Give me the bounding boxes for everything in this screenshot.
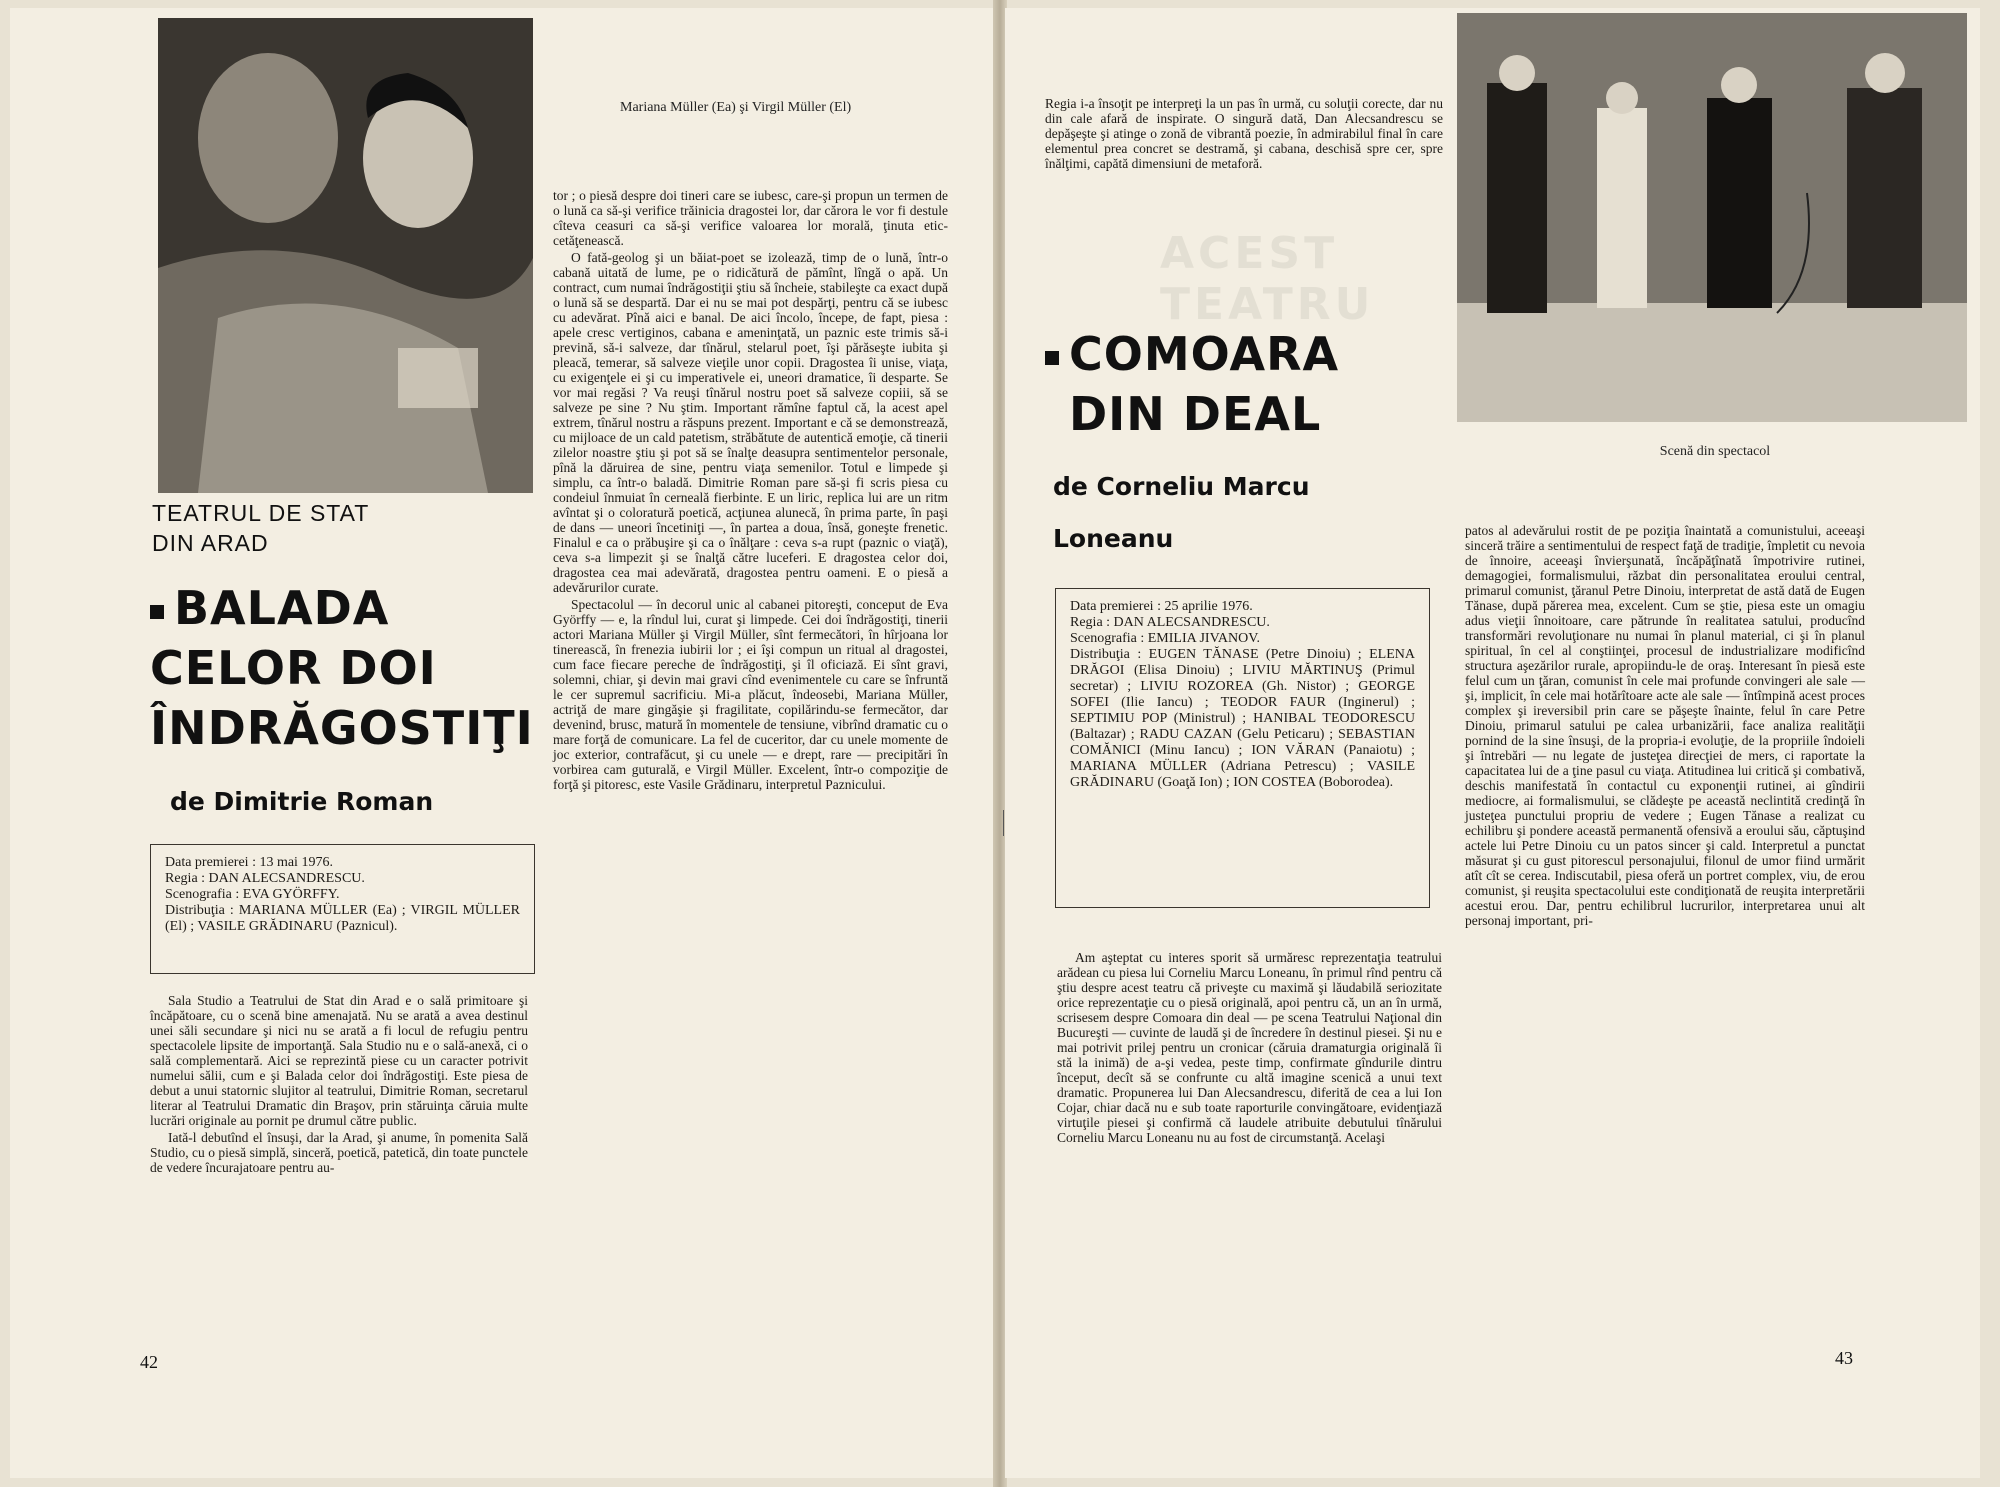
paragraph: Sala Studio a Teatrului de Stat din Arad e o sală primitoare şi încăpătoare, cu o scenă bine amenajată. Nu se arată a avea destinul unei săli secundare şi nici nu se arată a fi locul de refugiu pentru spectacolele lipsite de importanţă. Sala Studio nu e o sală-anexă, ci o sală complementară. Aici se reprezintă piese cu un caracter potrivit numelui sălii, cum e şi Balada celor doi îndrăgostiţi. Este piesa de debut a unui statornic slujitor al teatrului, Dimitrie Roman, secretarul literar al Teatrului Dramatic din Braşov, prin stăruinţa căruia multe lucrări originale au pornit pe drumul către public. (150, 993, 528, 1128)
left-page (10, 8, 996, 1478)
photo-caption-right: Scenă din spectacol (1659, 444, 1771, 459)
credit-premiere: Data premierei : 13 mai 1976. (165, 855, 333, 870)
paragraph: Iată-l debutînd el însuşi, dar la Arad, şi anume, în pomenita Sală Studio, cu o piesă simplă, sinceră, poetică, patetică, din toate punctele de vedere încurajatoare pentru au- (150, 1130, 528, 1175)
paragraph: Am aşteptat cu interes sporit să urmăresc reprezentaţia teatrului arădean cu piesa lui Corneliu Marcu Loneanu, în primul rînd pentru că ştiu despre acest teatru că priveşte cu maximă şi lăudabilă seriozitate orice reprezentaţie cu o piesă originală, apoi pentru că, un an în urmă, scrisesem despre Comoara din deal — pe scena Teatrului Naţional din Bucureşti — cuvinte de laudă şi de încredere în destinul piesei. Şi nu e mai potrivit prilej pentru un cronicar (căruia dramaturgia originală îi stă la inimă) de a-şi vedea, peste timp, confirmate gîndurile dintru început, decît să se confrunte cu altă imagine scenică a unui text dramatic. Propunerea lui Dan Alecsandrescu, diferită de cea a lui Ion Cojar, chiar dacă nu e sub toate raporturile convingătoare, evidenţiază virtuţile piesei şi confirmă că laudele atribuite debutului tînărului Corneliu Marcu Loneanu nu au fost de circumstanţă. Acelaşi (1057, 950, 1442, 1145)
credit-director: Regia : DAN ALECSANDRESCU. (165, 871, 365, 886)
title-line-2: DIN DEAL (1069, 387, 1322, 441)
page-number-left: 42 (140, 1352, 158, 1372)
author-line-1: de Corneliu Marcu (1053, 472, 1310, 501)
title-bullet-icon (1045, 351, 1059, 365)
production-photo-left (158, 18, 533, 493)
photo-caption-left: Mariana Müller (Ea) şi Virgil Müller (El) (620, 100, 852, 115)
page-number-right: 43 (1835, 1348, 1853, 1368)
author-line-2: Loneanu (1053, 524, 1174, 553)
article-title-right (1045, 324, 1425, 444)
credits-box-left (150, 844, 535, 974)
title-line-3: ÎNDRĂGOSTIŢI (150, 701, 534, 755)
stage-scene-image (1457, 13, 1967, 422)
theatre-name: TEATRUL DE STAT DIN ARAD (152, 500, 369, 556)
credit-cast: Distribuţia : EUGEN TĂNASE (Petre Dinoiu) ; ELENA DRĂGOI (Elisa Dinoiu) ; LIVIU MĂRTINUŞ (Primul secretar) ; LIVIU ROZOREA (Gh. Nistor) ; GEORGE SOFEI (Ilie Iancu) ; TEODOR FAUR (Inginerul) ; SEPTIMIU POP (Ministrul) ; HANIBAL TEODORESCU (Baltazar) ; RADU CAZAN (Gelu Peticaru) ; SEBASTIAN COMĂNICI (Minu Iancu) ; ION VĂRAN (Panaiotu) ; MARIANA MÜLLER (Adriana Petrescu) ; VASILE GRĂDINARU (Goaţă Ion) ; ION COSTEA (Boborodea). (1070, 647, 1415, 790)
paragraph: patos al adevărului rostit de pe poziţia înaintată a comunistului, aceeaşi sinceră trăire a sentimentului de respect faţă de tradiţie, împletit cu nevoia de înnoire, aceeaşi învierşunată, încăpăţînată împotrivire rutinei, demagogiei, formalismului, răzbat din personalitatea eroului central, primarul comunist, ţăranul Petre Dinoiu, interpretat de astă dată de Eugen Tănase, după părerea mea, excelent. Cum se ştie, piesa este un omagiu adus vieţii înnoitoare, care pătrunde în realitatea satului, producînd transformări revoluţionare nu numai în planul material, ci şi în planul spiritual, în cel al conştiinţei, procesul de industrializare modificînd structura aşezărilor rurale, apropiindu-le de oraş. Interesant în piesă este felul cum un ţăran, comunist în cele mai profunde convingeri ale sale — şi, implicit, în cele mai hotărîtoare acte ale sale — întîmpină acest proces complex şi ireversibil prin care se păşeşte înainte, felul în care Petre Dinoiu, primarul satului pe calea urbanizării, face analiza realităţii pornind de la sine însuşi, de la propria-i evoluţie, de la propriile îndoieli şi întrebări — nu legate de justeţea direcţiei de mers, ci raportate la capacitatea lui de a ţine pasul cu viaţa. Atitudinea lui critică şi combativă, deschis manifestată în contactul cu exponenţii rutinei, ai gîndirii mediocre, ai formalismului, se clădeşte pe această neclintită credinţă în justeţea punctului propriu de vedere ; Eugen Tănase a realizat cu echilibru şi pondere această permanentă ofensivă a eroului său, căptuşind actele lui Petre Dinoiu cu un patos sincer şi cald. Interpretul a punctat măsurat şi cu gust pitorescul personajului, filonul de umor fiind urmărit atît cît se cerea. Indiscutabil, piesa oferă un portret complex, viu, de erou comunist, şi reuşita spectacolului este condiţionată de reuşita interpretării acestui erou. Dar, pentru echilibrul lucrurilor, interpretarea unui alt personaj important, pri- (1465, 523, 1865, 928)
right-page (1005, 8, 1980, 1478)
title-line-2: CELOR DOI (150, 641, 437, 695)
production-photo-right (1457, 13, 1967, 422)
credit-scenography: Scenografia : EMILIA JIVANOV. (1070, 631, 1261, 646)
credit-premiere: Data premierei : 25 aprilie 1976. (1070, 599, 1253, 614)
article-title-left (150, 578, 534, 758)
credit-director: Regia : DAN ALECSANDRESCU. (1070, 615, 1270, 630)
credits-box-right (1055, 588, 1430, 908)
article-column-2 (553, 188, 948, 1348)
title-bullet-icon (150, 605, 164, 619)
gutter-mark (1003, 810, 1004, 836)
author-right (1053, 461, 1393, 565)
paragraph: Spectacolul — în decorul unic al cabanei pitoreşti, conceput de Eva Györffy — e, la rîndul lui, curat şi limpede. Cei doi îndrăgostiţi, tinerii actori Mariana Müller şi Virgil Müller, sînt fermecători, în hîrjoana lor tinerească, în frenezia iubirii lor ; ei îşi compun un ritual al dragostei, cum face fiecare pereche de îndrăgostiţi, şi îl oficiază. Ei sînt gravi, solemni, chiar, şi devin mai gravi cînd evenimentele cu care se înfruntă le cer supremul sacrificiu. Mi-a plăcut, îndeosebi, Mariana Müller, actriţă de mare gingăşie şi fragilitate, copilărindu-se fermecător, dar devenind, brusc, matură în momentele de tensiune, vibrînd dramatic cu o mare forţă de comunicare. La fel de cuceritor, dar cu unele momente de joc exterior, contrafăcut, şi cu unele — e drept, rare — precipitări în vorbirea cam guturală, e Virgil Müller. Excelent, într-o compoziţie de forţă şi pitoresc, este Vasile Grădinaru, interpretul Paznicului. (553, 597, 948, 792)
article-column-3 (1057, 950, 1442, 1350)
author-left: de Dimitrie Roman (170, 787, 434, 816)
paragraph: tor ; o piesă despre doi tineri care se iubesc, care-şi propun un termen de o lună ca să-şi verifice trăinicia dragostei lor, dar cărora le vor fi destule cîteva ceasuri ca să-şi verifice valoarea lor morală, ţinuta etic-cetăţenească. (553, 188, 948, 248)
credit-scenography: Scenografia : EVA GYÖRFFY. (165, 887, 340, 902)
title-line-1: BALADA (174, 581, 390, 635)
couple-photo-image (158, 18, 533, 493)
credit-cast: Distribuţia : MARIANA MÜLLER (Ea) ; VIRGIL MÜLLER (El) ; VASILE GRĂDINARU (Paznicul). (165, 903, 520, 934)
paragraph: Regia i-a însoţit pe interpreţi la un pas în urmă, cu soluţii corecte, dar nu din cale afară de inspirate. O singură dată, Dan Alecsandrescu se depăşeşte şi atinge o zonă de vibrantă poezie, în admirabilul final în care elementul prea concret se destramă, şi cabana, deschisă spre cer, spre înălţimi, capătă dimensiuni de metaforă. (1045, 96, 1443, 171)
title-line-1: COMOARA (1069, 327, 1340, 381)
paragraph: O fată-geolog şi un băiat-poet se izolează, timp de o lună, într-o cabană uitată de lume, pe o ridicătură de pămînt, lîngă o apă. Un contract, cum numai îndrăgostiţii ştiu să încheie, stabileşte ca exact după o lună să se despartă. Dar ei nu se mai pot despărţi, pentru că se iubesc cu adevărat. Pînă aici e banal. De aici încolo, începe, de fapt, piesa : apele cresc vertiginos, cabana e ameninţată, un paznic este trimis să-i prevină, să-i salveze, dar tînărul, stelarul poet, îşi părăseşte iubita şi pleacă, temerar, să salveze vieţile unor copii. Dragostea îi unise, viaţa, cu exigenţele ei şi cu imperativele ei, uneori dramatice, îi desparte. Se vor mai regăsi ? Va reuşi tînărul nostru poet să salveze copiii, să se salveze pe sine ? Nu ştim. Important rămîne faptul că, la acest apel extrem, tînărul nostru a răspuns prezent. Important e că se demonstrează, cu mijloace de un cald patetism, străbătute de autentică emoţie, că tinerii zilelor noastre ştiu şi pot să se înalţe deasupra sentimentelor personale, pînă la dăruirea de sine, pentru viaţa semenilor. Totul e limpede şi simplu, ca într-o baladă. Dimitrie Roman pare să-şi fi scris piesa cu condeiul înmuiat în cerneală fierbinte. E un liric, replica lui are un ritm avîntat şi o coloratură poetică, acţiunea alunecă, în prima parte, în paşi de dans — uneori încetiniţi —, în partea a doua, însă, goneşte frenetic. Finalul e ca o prăbuşire şi ca o înălţare : ceva s-a rupt (paznic o viaţă), ceva s-a limpezit şi se înalţă către luceferi. E dragostea celor doi, dragostea cea mai adevărată, dragostea pentru oameni. E o piesă a adevărurilor curate. (553, 250, 948, 595)
article-column-4 (1465, 523, 1865, 1353)
bleed-through-text: ACEST TEATRU (1160, 228, 1375, 330)
article-column-1 (150, 993, 528, 1333)
